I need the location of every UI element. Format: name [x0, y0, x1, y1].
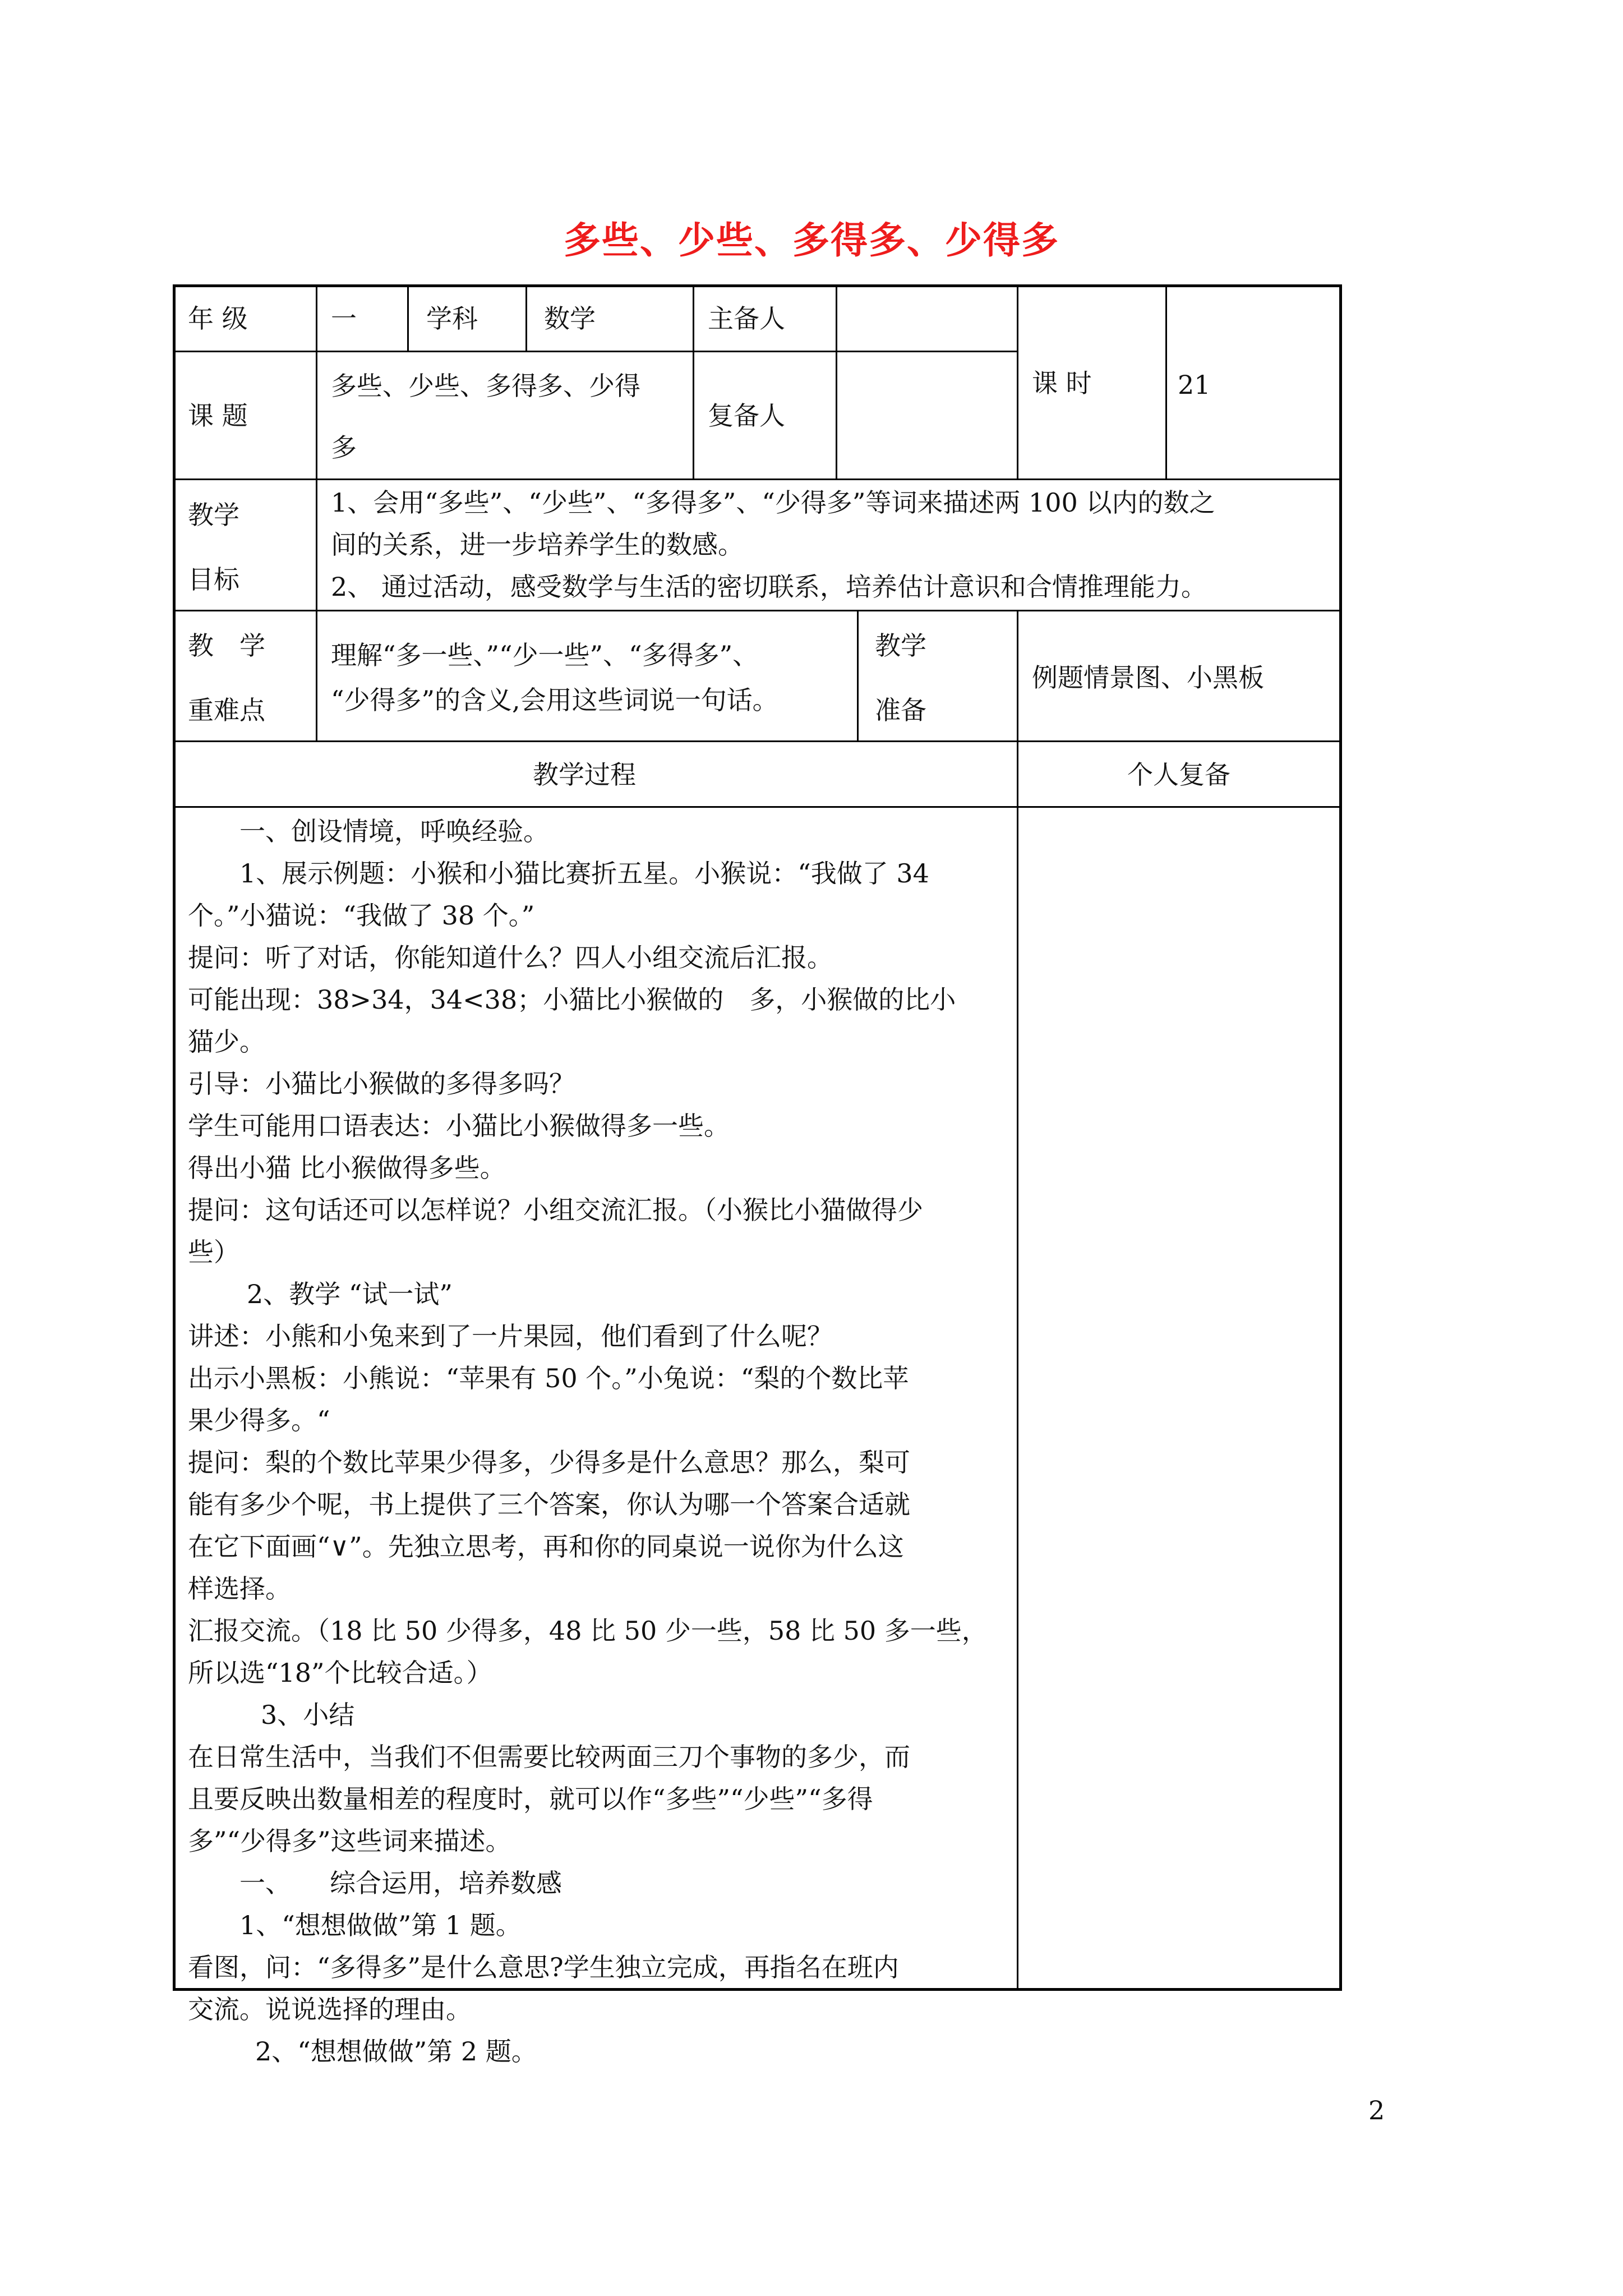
col-divider — [693, 284, 694, 478]
process-line: 果少得多。“ — [188, 1405, 330, 1435]
col-divider — [407, 284, 409, 351]
process-line: 猫少。 — [188, 1027, 265, 1057]
process-line: 个。”小猫说：“我做了 38 个。” — [188, 900, 535, 931]
process-line: 样选择。 — [188, 1573, 291, 1604]
process-line: 2、“想想做做”第 2 题。 — [255, 2036, 537, 2067]
process-line: 在它下面画“∨”。先独立思考，再和你的同桌说一说你为什么这 — [188, 1531, 904, 1562]
process-line: 可能出现：38>34，34<38；小猫比小猴做的 多，小猴做的比小 — [188, 984, 956, 1015]
key-points-line2: “少得多”的含义,会用这些词说一句话。 — [331, 685, 778, 715]
co-preparer-label: 复备人 — [708, 401, 785, 431]
goals-line2: 间的关系，进一步培养学生的数感。 — [331, 530, 744, 560]
process-line: 1、展示例题：小猴和小猫比赛折五星。小猴说：“我做了 34 — [239, 858, 929, 889]
topic-value-line2: 多 — [331, 432, 357, 463]
process-line: 出示小黑板：小熊说：“苹果有 50 个。”小兔说：“梨的个数比苹 — [188, 1363, 909, 1393]
teaching-process-body — [188, 811, 1001, 2073]
goals-label-line1: 教学 — [188, 500, 239, 530]
col-divider — [316, 284, 317, 740]
col-divider — [525, 284, 527, 351]
process-line: 提问：梨的个数比苹果少得多，少得多是什么意思？那么，梨可 — [188, 1447, 910, 1478]
process-line: 交流。说说选择的理由。 — [188, 1994, 472, 2024]
row-divider — [173, 351, 1017, 352]
process-line: 2、教学 “试一试” — [247, 1279, 453, 1309]
grade-label: 年 级 — [188, 303, 248, 334]
subject-label: 学科 — [426, 303, 478, 334]
page-number: 2 — [1368, 2095, 1385, 2125]
goals-label-line2: 目标 — [188, 564, 239, 595]
col-divider — [836, 284, 837, 478]
process-line: 引导：小猫比小猴做的多得多吗？ — [188, 1069, 575, 1099]
row-divider — [173, 610, 1342, 611]
row-divider — [173, 740, 1342, 742]
col-divider — [857, 610, 859, 740]
process-line: 在日常生活中，当我们不但需要比较两面三刀个事物的多少，而 — [188, 1742, 910, 1772]
process-line: 得出小猫 比小猴做得多些。 — [188, 1153, 506, 1183]
process-line: 所以选“18”个比较合适。） — [188, 1658, 492, 1688]
row-divider — [173, 478, 1342, 480]
lesson-hours-label: 课 时 — [1032, 368, 1092, 398]
table-border-left — [173, 284, 176, 1991]
page-title: 多些、少些、多得多、少得多 — [564, 218, 1059, 262]
prep-value: 例题情景图、小黑板 — [1032, 662, 1264, 693]
process-line: 3、小结 — [261, 1700, 355, 1730]
topic-value-line1: 多些、少些、多得多、少得 — [331, 371, 640, 401]
lead-preparer-label: 主备人 — [708, 303, 785, 334]
table-border-right — [1339, 284, 1342, 1991]
col-divider — [1165, 284, 1167, 478]
process-line: 且要反映出数量相差的程度时，就可以作“多些”“少些”“多得 — [188, 1784, 873, 1814]
process-line: 一、 综合运用，培养数感 — [239, 1868, 562, 1898]
process-line: 1、“想想做做”第 1 题。 — [239, 1910, 522, 1940]
process-line: 一、创设情境，呼唤经验。 — [239, 816, 549, 846]
col-divider — [1017, 284, 1018, 478]
key-points-label-line2: 重难点 — [188, 695, 265, 725]
col-divider — [1017, 610, 1018, 1991]
goals-line1: 1、会用“多些”、“少些”、“多得多”、“少得多”等词来描述两 100 以内的数之 — [331, 487, 1215, 518]
process-line: 讲述：小熊和小兔来到了一片果园，他们看到了什么呢？ — [188, 1321, 833, 1351]
process-line: 汇报交流。（18 比 50 少得多，48 比 50 少一些，58 比 50 多一些， — [188, 1616, 988, 1646]
process-line: 看图，问：“多得多”是什么意思?学生独立完成，再指名在班内 — [188, 1952, 899, 1982]
key-points-label-line1: 教 学 — [188, 631, 265, 661]
process-line: 提问：听了对话，你能知道什么？四人小组交流后汇报。 — [188, 942, 833, 973]
personal-review-header: 个人复备 — [1127, 760, 1230, 790]
key-points-line1: 理解“多一些、”“少一些”、“多得多”、 — [331, 640, 759, 670]
row-divider — [173, 806, 1342, 808]
prep-label-line2: 准备 — [875, 695, 926, 725]
goals-line3: 2、 通过活动，感受数学与生活的密切联系，培养估计意识和合情推理能力。 — [331, 572, 1207, 602]
lesson-hours-value: 21 — [1178, 370, 1211, 400]
process-line: 提问：这句话还可以怎样说？小组交流汇报。（小猴比小猫做得少 — [188, 1195, 923, 1225]
subject-value: 数学 — [544, 303, 596, 334]
process-line: 学生可能用口语表达：小猫比小猴做得多一些。 — [188, 1111, 730, 1141]
grade-value: 一 — [331, 303, 357, 334]
process-header: 教学过程 — [533, 760, 636, 790]
prep-label-line1: 教学 — [875, 631, 926, 661]
process-line: 多”“少得多”这些词来描述。 — [188, 1826, 511, 1856]
process-line: 些） — [188, 1237, 239, 1267]
topic-label: 课 题 — [188, 401, 248, 431]
process-line: 能有多少个呢，书上提供了三个答案，你认为哪一个答案合适就 — [188, 1489, 910, 1520]
